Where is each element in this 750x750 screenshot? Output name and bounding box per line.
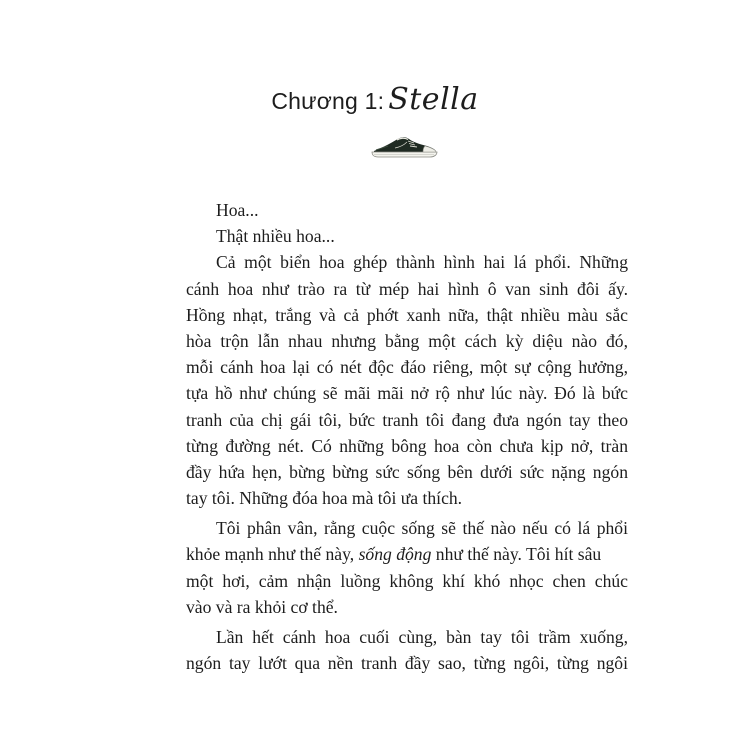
text-line: tay tôi. Những đóa hoa mà tôi ưa thích. <box>186 488 463 509</box>
text-line: từng đường nét. Có những bông hoa còn chưa kịp nở, tràn <box>186 435 628 456</box>
text-line: tranh của chị gái tôi, bức tranh tôi đang đưa ngón tay theo <box>186 409 628 430</box>
chapter-heading <box>0 82 750 117</box>
text-line: Lần hết cánh hoa cuối cùng, bàn tay tôi trầm xuống, <box>216 627 628 647</box>
text-line: Tôi phân vân, rằng cuộc sống sẽ thế nào nếu có lá phổi <box>216 518 628 539</box>
chapter-body <box>186 197 628 676</box>
text-line: ngón tay lướt qua nền tranh đầy sao, từng ngôi, từng ngôi <box>186 653 628 674</box>
text-line: hòa trộn lẫn nhau nhưng bằng một cách kỳ diệu nào đó, <box>186 330 628 351</box>
text-line: mỗi cánh hoa lại có nét độc đáo riêng, một sự cộng hưởng, <box>186 357 628 378</box>
chapter-number: Chương 1: <box>271 88 385 114</box>
text-line: vào và ra khỏi cơ thể. <box>186 596 338 617</box>
text-line-with-emphasis <box>186 541 628 567</box>
text-line: Hoa... <box>216 200 259 220</box>
text-line: tựa hồ như chúng sẽ mãi mãi nở rộ như lúc này. Đó là bức <box>186 383 628 404</box>
emphasized-text: sống động <box>358 544 432 565</box>
text-line: Hồng nhạt, trắng và cả phớt xanh nữa, thật nhiều màu sắc <box>186 304 628 325</box>
text-segment: khỏe mạnh như thế này, <box>186 544 359 565</box>
text-line: đầy hứa hẹn, bừng bừng sức sống bên dưới sức nặng ngón <box>186 461 628 482</box>
text-line: Thật nhiều hoa... <box>216 226 335 247</box>
sneaker-icon <box>370 132 440 160</box>
text-line: cánh hoa như trào ra từ mép hai hình ô van sinh đôi ấy. <box>186 278 628 299</box>
text-segment: như thế này. Tôi hít sâu <box>431 544 602 565</box>
chapter-title: Stella <box>388 82 479 117</box>
text-line: Cả một biển hoa ghép thành hình hai lá phổi. Những <box>216 252 628 273</box>
text-line: một hơi, cảm nhận luồng không khí khó nhọc chen chúc <box>186 570 628 591</box>
